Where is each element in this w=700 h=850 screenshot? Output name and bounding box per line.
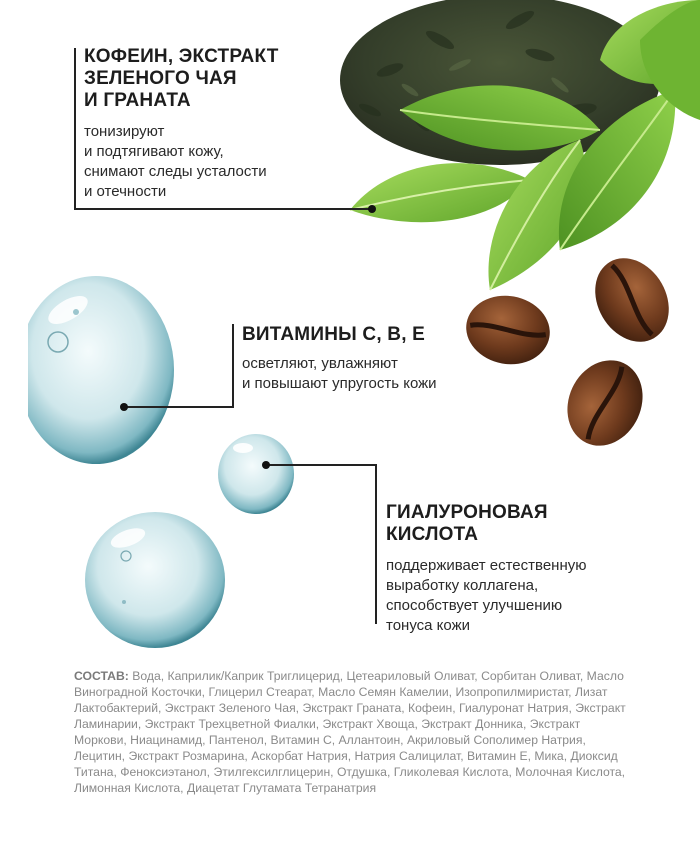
vitamins-pointer-horizontal — [124, 406, 234, 408]
hyaluronic-pointer-dot — [262, 461, 270, 469]
hyaluronic-acid-block — [386, 502, 646, 636]
vitamins-heading — [242, 324, 502, 346]
vitamins-desc-line-2: и повышают упругость кожи — [242, 375, 437, 392]
composition-label: СОСТАВ: — [74, 669, 129, 683]
caffeine-pointer-horizontal — [74, 208, 372, 210]
hyaluronic-pointer-vertical — [375, 464, 377, 624]
hyaluronic-pointer-horizontal — [266, 464, 376, 466]
hyaluronic-desc-line-2: выработку коллагена, — [386, 577, 539, 594]
vitamins-desc-line-1: осветляют, увлажняют — [242, 355, 398, 372]
caffeine-heading-line-3: И ГРАНАТА — [84, 90, 191, 111]
composition-ingredients: Вода, Каприлик/Каприк Триглицерид, Цетеариловый Оливат, Сорбитан Оливат, Масло Виноградной Косточки, Глицерил Стеарат, Масло Семян Камелии, Изопропилмиристат, Лизат Лактобактерий, Экстракт Зеленого Чая, Экстракт Граната, Кофеин, Гиалуронат Натрия, Экстракт Ламинарии, Экстракт Трехцветной Фиалки, Экстракт Хвоща, Экстракт Донника, Экстракт Моркови, Ниацинамид, Пантенол, Витамин С, Аллантоин, Акриловый Сополимер Натрия, Лецитин, Экстракт Розмарина, Аскорбат Натрия, Натрия Салицилат, Витамин Е, Мика, Диоксид Титана, Феноксиэтанол, Этилгексилглицерин, Отдушка, Гликолевая Кислота, Молочная Кислота, Лимонная Кислота, Диацетат Глутамата Тетранатрия — [74, 669, 626, 795]
composition-text — [74, 668, 634, 796]
hyaluronic-heading-line-1: ГИАЛУРОНОВАЯ — [386, 502, 548, 523]
caffeine-tea-pomegranate-block — [84, 46, 344, 202]
caffeine-pointer-vertical — [74, 48, 76, 210]
vitamins-pointer-dot — [120, 403, 128, 411]
caffeine-desc-line-2: и подтягивают кожу, — [84, 143, 224, 160]
caffeine-heading-line-2: ЗЕЛЕНОГО ЧАЯ — [84, 68, 237, 89]
caffeine-heading-line-1: КОФЕИН, ЭКСТРАКТ — [84, 46, 279, 67]
hyaluronic-desc-line-1: поддерживает естественную — [386, 557, 587, 574]
vitamins-description — [242, 354, 502, 394]
hyaluronic-desc-line-4: тонуса кожи — [386, 617, 470, 634]
vitamins-heading-line-1: ВИТАМИНЫ С, В, Е — [242, 324, 426, 345]
caffeine-pointer-dot — [368, 205, 376, 213]
vitamins-block — [242, 324, 502, 394]
hyaluronic-heading — [386, 502, 646, 546]
vitamins-pointer-vertical — [232, 324, 234, 408]
caffeine-desc-line-3: снимают следы усталости — [84, 163, 267, 180]
caffeine-heading — [84, 46, 344, 112]
hyaluronic-desc-line-3: способствует улучшению — [386, 597, 563, 614]
caffeine-description — [84, 122, 344, 202]
hyaluronic-heading-line-2: КИСЛОТА — [386, 524, 479, 545]
hyaluronic-description — [386, 556, 646, 636]
caffeine-desc-line-1: тонизируют — [84, 123, 165, 140]
caffeine-desc-line-4: и отечности — [84, 183, 167, 200]
